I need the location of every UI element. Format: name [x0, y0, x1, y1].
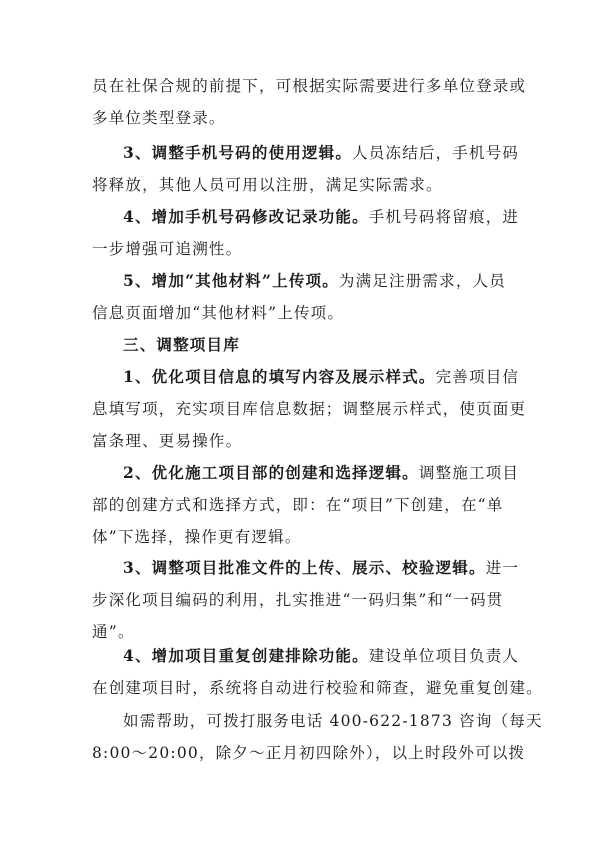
item-text: 人员冻结后，手机号码 [352, 144, 520, 162]
text-line [92, 201, 520, 233]
text-line: 信息页面增加“其他材料”上传项。 [92, 304, 345, 322]
item-lead: 3、调整项目批准文件的上传、展示、校验逻辑。 [123, 558, 486, 577]
text-line [92, 640, 520, 672]
text-line: 将释放，其他人员可用以注册，满足实际需求。 [92, 176, 443, 194]
text-line: 步深化项目编码的利用，扎实推进“一码归集”和“一码贯 [92, 591, 504, 609]
item-text: 进一 [485, 559, 520, 577]
item-lead: 3、调整手机号码的使用逻辑。 [123, 143, 353, 162]
paragraph-item-2-construction-dept [92, 457, 520, 553]
text-line [92, 457, 520, 489]
section-heading [92, 329, 512, 361]
text-line: 多单位类型登录。 [92, 109, 226, 127]
text-line: 8:00～20:00，除夕～正月初四除外），以上时段外可以拨 [92, 744, 526, 762]
item-lead: 2、优化施工项目部的创建和选择逻辑。 [123, 463, 419, 482]
paragraph-login-note [92, 70, 527, 134]
text-line: 如需帮助，可拨打服务电话 400-622-1873 咨询（每天 [123, 712, 543, 730]
item-lead: 4、增加项目重复创建排除功能。 [123, 646, 369, 665]
paragraph-item-3-phone-logic [92, 137, 520, 201]
text-line [92, 265, 512, 297]
text-line [92, 361, 520, 393]
item-lead: 1、优化项目信息的填写内容及展示样式。 [123, 367, 436, 386]
item-text: 手机号码将留痕，进 [368, 208, 520, 226]
text-line: 员在社保合规的前提下，可根据实际需要进行多单位登录或 [92, 77, 527, 95]
paragraph-item-5-other-materials [92, 265, 512, 329]
item-text: 为满足注册需求，人员 [338, 272, 506, 290]
item-lead: 5、增加“其他材料”上传项。 [123, 271, 339, 290]
section-title: 三、调整项目库 [123, 335, 240, 354]
paragraph-help-contact [92, 705, 543, 769]
item-lead: 4、增加手机号码修改记录功能。 [123, 207, 369, 226]
text-line [92, 552, 520, 584]
text-line: 部的创建方式和选择方式，即：在“项目”下创建，在“单 [92, 496, 504, 514]
text-line: 体”下选择，操作更有逻辑。 [92, 528, 302, 546]
text-line: 一步增强可追溯性。 [92, 240, 243, 258]
text-line: 在创建项目时，系统将自动进行校验和筛查，避免重复创建。 [92, 679, 543, 697]
text-line: 息填写项，充实项目库信息数据；调整展示样式，使页面更 [92, 400, 527, 418]
paragraph-item-3-approval-docs [92, 552, 520, 648]
text-line [92, 137, 520, 169]
paragraph-item-1-project-info [92, 361, 527, 457]
paragraph-item-4-phone-record [92, 201, 520, 265]
paragraph-item-4-duplicate-check [92, 640, 543, 704]
text-line: 通”。 [92, 623, 135, 641]
item-text: 调整施工项目 [418, 464, 520, 482]
item-text: 完善项目信 [435, 368, 520, 386]
item-text: 建设单位项目负责人 [368, 647, 520, 665]
text-line: 富条理、更易操作。 [92, 432, 243, 450]
